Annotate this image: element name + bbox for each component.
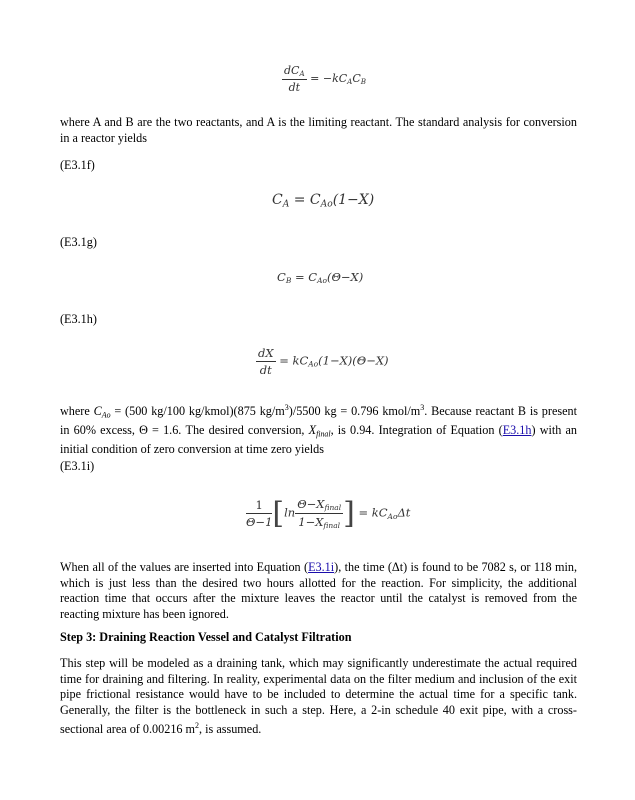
equation-e3-1f [272,192,374,210]
text-run: ) with an initial condition of zero conversion at time zero yields [60,422,578,456]
text-run: X [308,422,317,437]
eq-sub: A [299,69,305,79]
eq-text: (1−X)(Θ−X) [318,353,389,368]
eq-text: (1−X) [332,192,375,208]
eq-sub: B [360,77,366,87]
text-sub: Ao [101,410,111,420]
fraction [295,497,343,530]
eq-text: dC [284,64,300,77]
bracket-left: [ [272,495,285,531]
equation-label-h: (E3.1h) [60,312,97,326]
eq-text: dX [258,346,274,360]
eq-text: = C [289,192,321,208]
text-run: . Because reactant B is present in 60% excess, Θ = 1.6. The desired conversion, [60,404,577,437]
eq-text: = kC [358,505,388,520]
text-run: , is 0.94. Integration of Equation ( [330,422,503,437]
eq-text: dt [259,363,272,377]
equation-label-i: (E3.1i) [60,459,95,473]
equation-rate [282,64,366,94]
paragraph-3 [60,560,577,622]
eq-text: Θ−X [297,497,325,511]
eq-text: C [272,192,283,208]
text-run: where [60,404,94,419]
text-sub: final [316,429,331,439]
eq-text: Θ−1 [246,515,273,530]
section-heading: Step 3: Draining Reaction Vessel and Catalyst Filtration [60,630,352,644]
eq-text: (Θ−X) [326,270,364,284]
eq-text: = kC [279,353,309,368]
text-run: This step will be modeled as a draining tank, which may significantly underestimate the actual required time for draining and filtering. In reality, experimental data on the filter medium and inclusion of the exit pipe frictional resistance would have to be included to determine the actual time for a specific tank. Generally, the filter is the bottleneck in such a step. Here, a 2-in schedule 40 exit pipe, with a cross-sectional area of 0.00216 m [60,656,577,737]
equation-e3-1h [256,346,389,377]
paragraph-2 [60,400,577,457]
eq-sub: Ao [317,276,327,286]
equation-label-f: (E3.1f) [60,158,95,172]
text-run: = (500 kg/100 kg/kmol)(875 kg/m [110,404,285,419]
paragraph-1: where A and B are the two reactants, and A is the limiting reactant. The standard analysis for conversion in a reactor yields [60,115,577,145]
eq-text: = −kC [310,72,348,86]
fraction [282,64,307,94]
eq-text: C [277,270,286,284]
text-run: When all of the values are inserted into Equation ( [60,560,309,574]
eq-sub: B [285,276,292,286]
fraction [246,498,272,529]
equation-label-g: (E3.1g) [60,235,97,249]
paragraph-4 [60,656,577,738]
eq-sub: Ao [387,511,398,521]
eq-text: C [352,72,361,86]
text-run: ), the time (Δt) is found to be 7082 s, or 118 min, which is just less than the desired two hours allotted for the reaction. For simplicity, the additional reaction time that occurs after the mixture leaves the reactor until the catalyst is removed from the reacting mixture has been ignored. [60,560,577,621]
eq-text: ln [284,505,296,520]
bracket-right: ] [343,495,355,531]
eq-sub: A [347,77,353,87]
eq-sub: final [323,521,341,531]
text-sup: 3 [420,403,425,412]
eq-text: 1−X [298,515,324,530]
eq-text: = C [291,270,318,284]
equation-e3-1i [246,497,410,530]
eq-text: dt [288,81,301,95]
text-run: C [93,404,102,419]
text-run: , is assumed. [199,722,262,737]
equation-link-e3-1i[interactable]: E3.1i [308,560,335,574]
equation-link-e3-1h[interactable]: E3.1h [502,422,532,437]
eq-sub: Ao [320,199,333,210]
fraction [256,346,276,377]
equation-e3-1g [277,270,363,285]
text-sup: 3 [284,403,289,412]
text-run: )/5500 kg = 0.796 kmol/m [288,404,421,419]
text-sup: 2 [195,721,200,730]
eq-text: Δt [397,505,411,520]
eq-sub: Ao [308,359,319,369]
eq-text: 1 [246,498,272,514]
eq-sub: final [324,503,342,513]
eq-sub: A [282,199,290,210]
